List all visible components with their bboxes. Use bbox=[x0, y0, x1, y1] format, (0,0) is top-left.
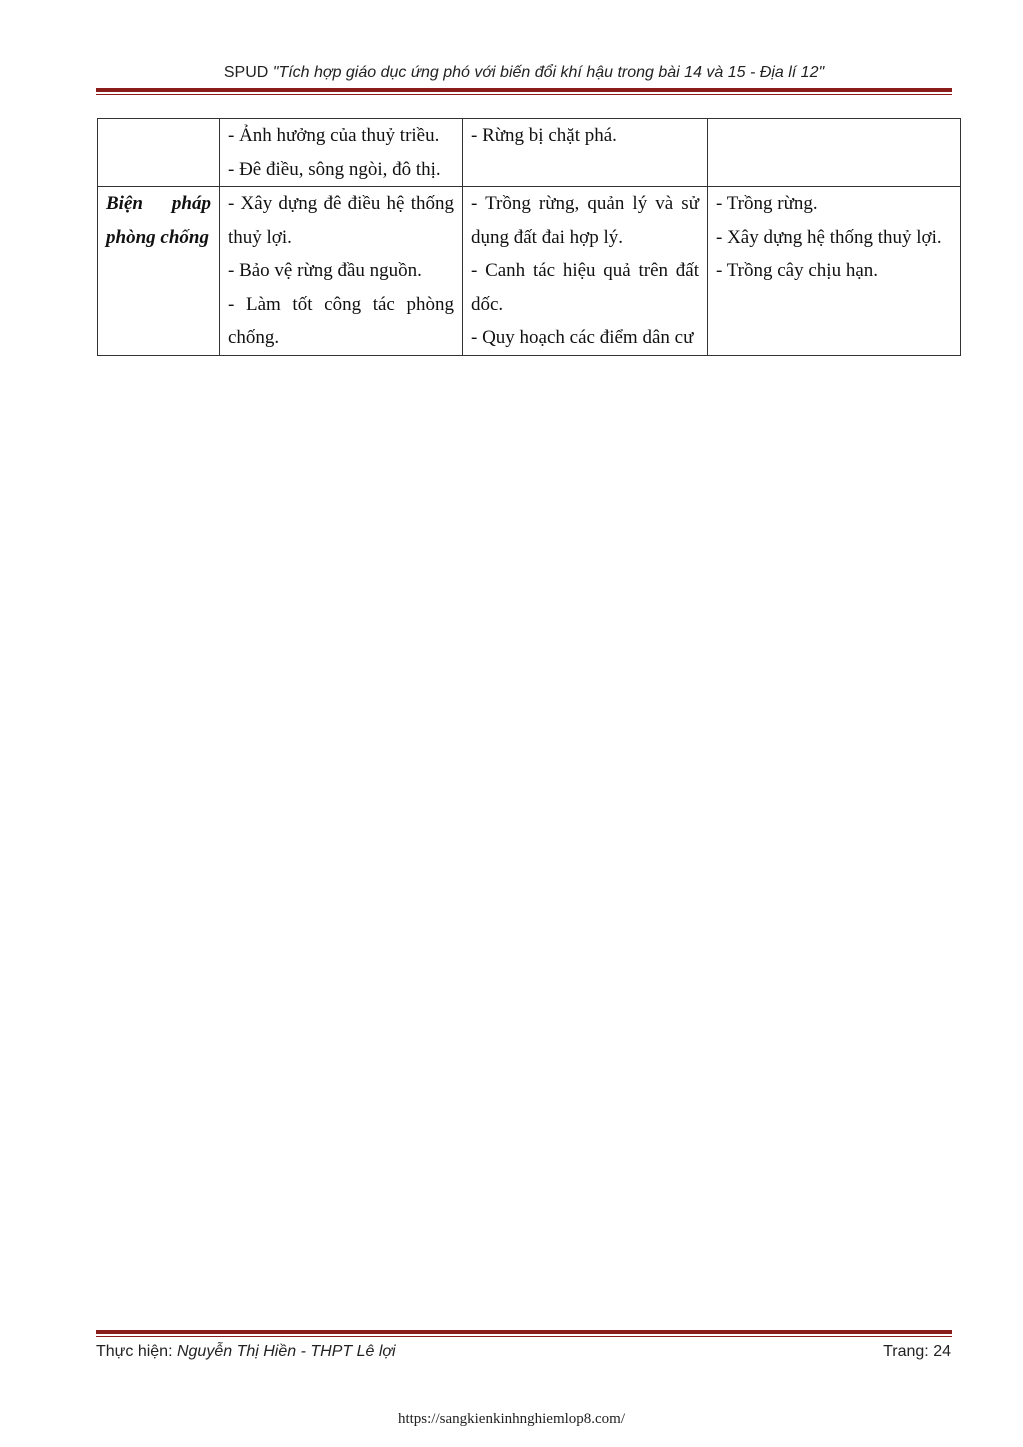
cell-line: - Canh tác hiệu quả trên đất dốc. bbox=[471, 260, 699, 315]
table-row bbox=[98, 187, 961, 356]
cell-line: - Bảo vệ rừng đầu nguồn. bbox=[228, 260, 422, 281]
row-label: Biện pháp phòng chống bbox=[98, 187, 220, 356]
cell-line: - Làm tốt công tác phòng chống. bbox=[228, 293, 454, 348]
table-cell bbox=[708, 187, 961, 356]
header-title: "Tích hợp giáo dục ứng phó với biến đổi khí hậu trong bài 14 và 15 - Địa lí 12" bbox=[272, 64, 825, 81]
table-cell bbox=[220, 119, 463, 187]
page-label: Trang: bbox=[883, 1343, 929, 1360]
cell-line: - Xây dựng hệ thống thuỷ lợi. bbox=[716, 226, 942, 248]
footer-author bbox=[96, 1343, 396, 1361]
cell-line: - Xây dựng đê điều hệ thống thuỷ lợi. bbox=[228, 193, 454, 248]
author-name: Nguyễn Thị Hiền - THPT Lê lợi bbox=[176, 1343, 396, 1360]
footer-divider bbox=[96, 1330, 952, 1337]
cell-line: - Trồng rừng, quản lý và sử dụng đất đai hợp lý. bbox=[471, 193, 699, 248]
page-header bbox=[96, 64, 952, 82]
row-label bbox=[98, 119, 220, 187]
footer-label: Thực hiện: bbox=[96, 1343, 177, 1360]
content-table bbox=[97, 118, 961, 356]
cell-line: - Ảnh hưởng của thuỷ triều. bbox=[228, 125, 440, 146]
page-number bbox=[883, 1343, 951, 1361]
cell-line: - Quy hoạch các điểm dân cư bbox=[471, 327, 694, 348]
table-row bbox=[98, 119, 961, 187]
page-number-value: 24 bbox=[933, 1343, 951, 1360]
cell-line: - Trồng cây chịu hạn. bbox=[716, 260, 879, 281]
cell-line: - Đê điều, sông ngòi, đô thị. bbox=[228, 158, 441, 180]
header-divider bbox=[96, 88, 952, 95]
header-prefix: SPUD bbox=[223, 64, 273, 81]
table-cell bbox=[220, 187, 463, 356]
cell-line: - Trồng rừng. bbox=[716, 193, 818, 214]
table-cell bbox=[708, 119, 961, 187]
cell-line: - Rừng bị chặt phá. bbox=[471, 125, 617, 146]
table-cell bbox=[463, 119, 708, 187]
source-url[interactable]: https://sangkienkinhnghiemlop8.com/ bbox=[397, 1411, 626, 1427]
table-cell bbox=[463, 187, 708, 356]
